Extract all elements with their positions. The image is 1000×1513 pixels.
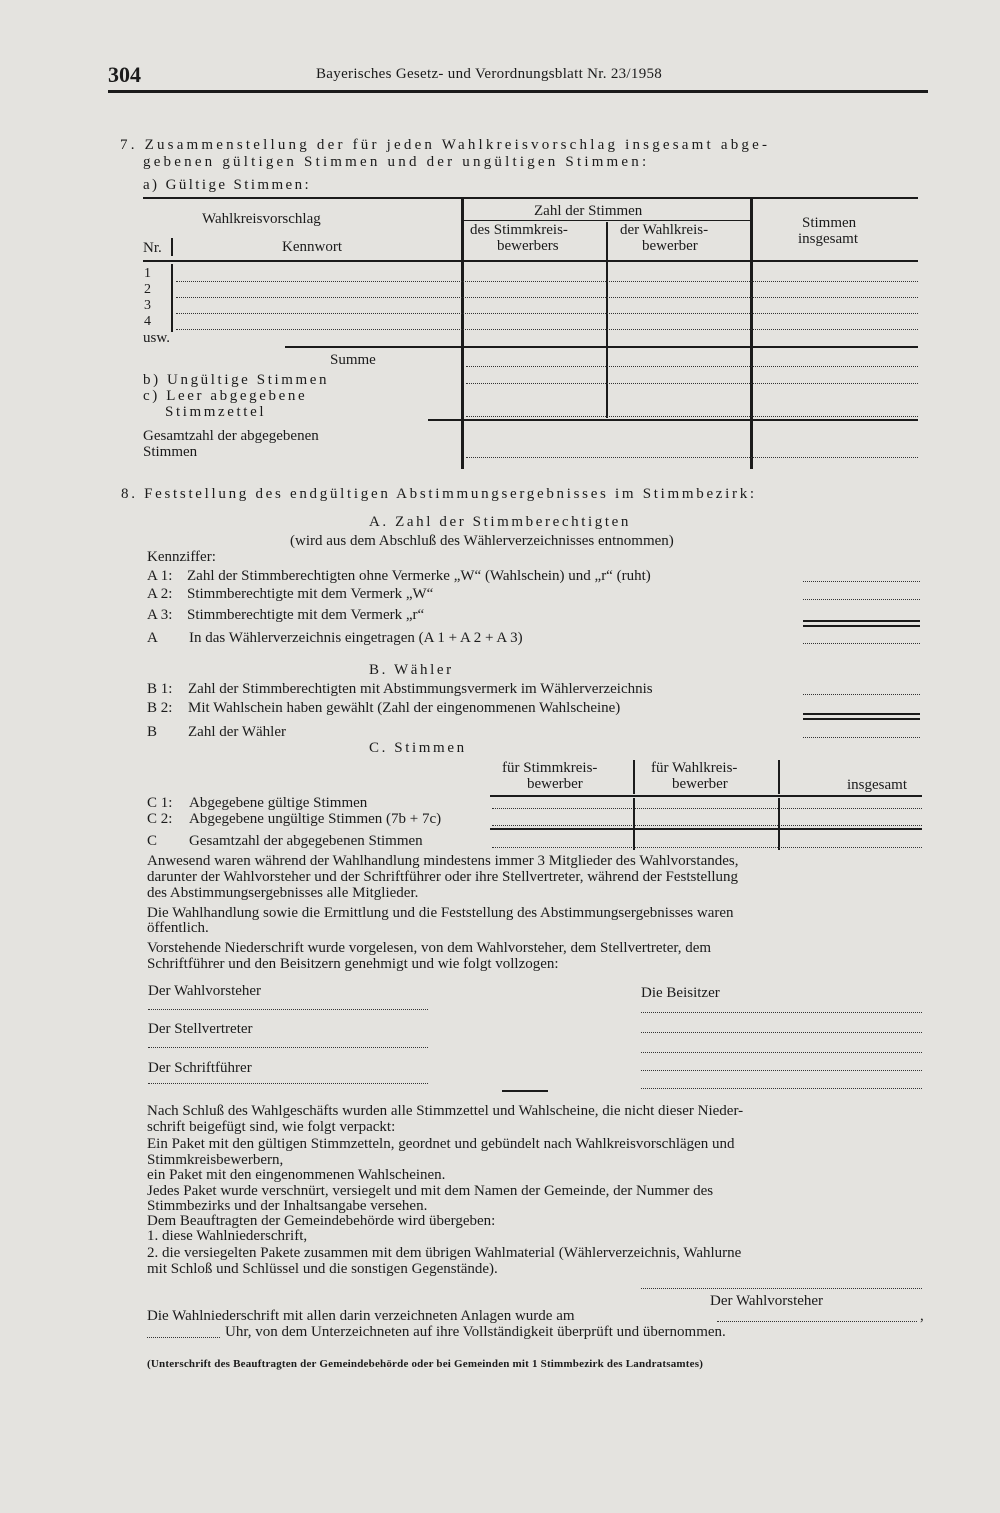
row-dots-3 [176, 313, 918, 314]
sig-beisitzer-line-1 [641, 1012, 922, 1013]
total-dots [466, 457, 918, 458]
sec8-b-title: B. Wähler [369, 662, 454, 678]
a1-dots [803, 581, 920, 582]
p1-line1: Anwesend waren während der Wahlhandlung mindestens immer 3 Mitglieder des Wahlvorstandes, [147, 853, 739, 869]
a2-dots [803, 599, 920, 600]
final-footnote: (Unterschrift des Beauftragten der Gemeindebehörde oder bei Gemeinden mit 1 Stimmbezirk des Landratsamtes) [147, 1358, 704, 1370]
c2-rule [490, 828, 922, 830]
col-stimmen-2: insgesamt [798, 231, 858, 247]
b-dots [803, 737, 920, 738]
sec8-a-title: A. Zahl der Stimmberechtigten [369, 514, 632, 530]
c-col3: insgesamt [847, 777, 907, 793]
table-vline-1 [461, 199, 464, 469]
a3-text: Stimmberechtigte mit dem Vermerk „r“ [187, 607, 425, 623]
b2-text: Mit Wahlschein haben gewählt (Zahl der eingenommenen Wahlscheine) [188, 700, 621, 716]
c-text: Gesamtzahl der abgegebenen Stimmen [189, 833, 423, 849]
c1-code: C 1: [147, 795, 173, 811]
row-dots-1 [176, 281, 918, 282]
row-number-1: 1 [144, 266, 151, 281]
journal-title: Bayerisches Gesetz- und Verordnungsblatt Nr. 23/1958 [316, 66, 663, 82]
sig-vorsteher-label: Der Wahlvorsteher [148, 983, 262, 999]
table-vline-2 [606, 222, 608, 418]
c-body-vline-1 [633, 798, 635, 850]
closing-line-11: mit Schloß und Schlüssel und die sonstigen Gegenstände). [147, 1261, 498, 1277]
b2-rule-2 [803, 718, 920, 720]
closing-line-5: ein Paket mit den eingenommenen Wahlscheinen. [147, 1167, 446, 1183]
kennziffer-label: Kennziffer: [147, 549, 216, 565]
c-head-rule [490, 795, 922, 797]
c1-text: Abgegebene gültige Stimmen [189, 795, 368, 811]
sec7-sub-a: a) Gültige Stimmen: [143, 177, 312, 193]
row-dots-2 [176, 297, 918, 298]
p3-line1: Vorstehende Niederschrift wurde vorgelesen, von dem Wahlvorsteher, dem Stellvertreter, dem [147, 940, 712, 956]
sec7-heading-line2: gebenen gültigen Stimmen und der ungültigen Stimmen: [143, 154, 650, 170]
b1-code: B 1: [147, 681, 173, 697]
c1-dots [492, 808, 922, 809]
table-top-rule [143, 197, 918, 199]
col-wahlkreis-2: bewerber [642, 238, 698, 254]
c-code: C [147, 833, 158, 849]
b1-text: Zahl der Stimmberechtigten mit Abstimmungsvermerk im Wählerverzeichnis [188, 681, 653, 697]
closing-line-4: Stimmkreisbewerbern, [147, 1152, 284, 1168]
ungueltig-dots [466, 383, 918, 384]
c-col2-2: bewerber [672, 776, 728, 792]
sig-stellvertreter-line [148, 1047, 428, 1048]
a2-text: Stimmberechtigte mit dem Vermerk „W“ [187, 586, 434, 602]
sig-beisitzer-line-5 [641, 1088, 922, 1089]
col-stimmkreis-1: des Stimmkreis- [470, 222, 568, 238]
final-line-1: Die Wahlniederschrift mit allen darin verzeichneten Anlagen wurde am [147, 1308, 575, 1324]
row-number-4: 4 [144, 314, 151, 329]
closing-line-9: 1. diese Wahlniederschrift, [147, 1228, 308, 1244]
sig-beisitzer-line-3 [641, 1052, 922, 1053]
final-date-line [717, 1321, 917, 1322]
col-zahl-der-stimmen: Zahl der Stimmen [534, 203, 643, 219]
c-head-vline-1 [633, 760, 635, 794]
a1-code: A 1: [147, 568, 173, 584]
sig-beisitzer-label: Die Beisitzer [641, 985, 720, 1001]
col-stimmkreis-2: bewerbers [497, 238, 559, 254]
sig-beisitzer-line-2 [641, 1032, 922, 1033]
total-label-1: Gesamtzahl der abgegebenen [143, 428, 319, 444]
row-number-3: 3 [144, 298, 151, 313]
row-number-2: 2 [144, 282, 151, 297]
c-col1-1: für Stimmkreis- [502, 760, 598, 776]
nr-divider [171, 238, 173, 256]
a-dots [803, 643, 920, 644]
sec7-sub-c-2: Stimmzettel [165, 404, 267, 420]
a-code: A [147, 630, 158, 646]
a3-rule-1 [803, 620, 920, 622]
c-col1-2: bewerber [527, 776, 583, 792]
closing-line-2: schrift beigefügt sind, wie folgt verpackt: [147, 1119, 396, 1135]
closing-line-1: Nach Schluß des Wahlgeschäfts wurden alle Stimmzettel und Wahlscheine, die nicht dieser Nieder- [147, 1103, 744, 1119]
col-wahlkreis-1: der Wahlkreis- [620, 222, 709, 238]
summe-dots [466, 366, 918, 367]
sec8-a-note: (wird aus dem Abschluß des Wählerverzeichnisses entnommen) [290, 533, 674, 549]
final-signature-line [641, 1288, 922, 1289]
p1-line3: des Abstimmungsergebnisses alle Mitglieder. [147, 885, 419, 901]
a3-code: A 3: [147, 607, 173, 623]
col-stimmen-1: Stimmen [802, 215, 857, 231]
col-kennwort: Kennwort [282, 239, 342, 255]
c-dots [492, 847, 922, 848]
sig-beisitzer-line-4 [641, 1070, 922, 1071]
c2-text: Abgegebene ungültige Stimmen (7b + 7c) [189, 811, 442, 827]
c2-dots [492, 825, 922, 826]
a3-rule-2 [803, 625, 920, 627]
c-head-vline-2 [778, 760, 780, 794]
table-header-rule [143, 260, 918, 262]
b1-dots [803, 694, 920, 695]
a-text: In das Wählerverzeichnis eingetragen (A 1 + A 2 + A 3) [189, 630, 523, 646]
b-text: Zahl der Wähler [188, 724, 287, 740]
closing-line-10: 2. die versiegelten Pakete zusammen mit dem übrigen Wahlmaterial (Wählerverzeichnis, Wahlurne [147, 1245, 742, 1261]
closing-line-3: Ein Paket mit den gültigen Stimmzetteln, geordnet und gebündelt nach Wahlkreisvorschlägen und [147, 1136, 735, 1152]
b2-rule-1 [803, 713, 920, 715]
header-rule [108, 90, 928, 93]
closing-line-7: Stimmbezirks und der Inhaltsangabe versehen. [147, 1198, 428, 1214]
row-dots-4 [176, 329, 918, 330]
rows-nr-divider [171, 264, 173, 332]
c2-code: C 2: [147, 811, 173, 827]
summe-rule [285, 346, 918, 348]
b2-code: B 2: [147, 700, 173, 716]
zahl-underline [463, 220, 751, 221]
leer-dots [466, 416, 918, 417]
sec8-c-title: C. Stimmen [369, 740, 467, 756]
p2-line1: Die Wahlhandlung sowie die Ermittlung und die Feststellung des Abstimmungsergebnisses waren [147, 905, 734, 921]
closing-line-6: Jedes Paket wurde verschnürt, versiegelt und mit dem Namen der Gemeinde, der Nummer des [147, 1183, 714, 1199]
sig-stellvertreter-label: Der Stellvertreter [148, 1021, 253, 1037]
sec8-heading: 8. Feststellung des endgültigen Abstimmungsergebnisses im Stimmbezirk: [121, 486, 757, 502]
closing-line-8: Dem Beauftragten der Gemeindebehörde wird übergeben: [147, 1213, 496, 1229]
summe-label: Summe [330, 352, 376, 368]
total-rule [428, 419, 918, 421]
sec7-sub-b: b) Ungültige Stimmen [143, 372, 330, 388]
page-number: 304 [108, 62, 141, 87]
total-label-2: Stimmen [143, 444, 198, 460]
a2-code: A 2: [147, 586, 173, 602]
sig-vorsteher-line [148, 1009, 428, 1010]
final-line-2: Uhr, von dem Unterzeichneten auf ihre Vollständigkeit überprüft und übernommen. [225, 1324, 726, 1340]
sec7-heading-line1: 7. Zusammenstellung der für jeden Wahlkreisvorschlag insgesamt abge- [120, 137, 771, 153]
sec7-sub-c-1: c) Leer abgegebene [143, 388, 308, 404]
p3-line2: Schriftführer und den Beisitzern genehmigt und wie folgt vollzogen: [147, 956, 559, 972]
col-nr: Nr. [143, 240, 162, 256]
final-line-1-end: , [920, 1308, 924, 1324]
row-usw: usw. [143, 330, 170, 346]
sig-schriftfuehrer-line [148, 1083, 428, 1084]
c-col2-1: für Wahlkreis- [651, 760, 738, 776]
a1-text: Zahl der Stimmberechtigten ohne Vermerke „W“ (Wahlschein) und „r“ (ruht) [187, 568, 651, 584]
p1-line2: darunter der Wahlvorsteher und der Schriftführer oder ihre Stellvertreter, während der Feststellung [147, 869, 739, 885]
final-signer-label: Der Wahlvorsteher [710, 1293, 824, 1309]
c-body-vline-2 [778, 798, 780, 850]
col-wahlkreisvorschlag: Wahlkreisvorschlag [202, 211, 321, 227]
p2-line2: öffentlich. [147, 920, 209, 936]
b-code: B [147, 724, 158, 740]
separator-rule [502, 1090, 548, 1092]
sig-schriftfuehrer-label: Der Schriftführer [148, 1060, 252, 1076]
table-vline-3 [750, 199, 753, 469]
final-time-line [147, 1337, 220, 1338]
